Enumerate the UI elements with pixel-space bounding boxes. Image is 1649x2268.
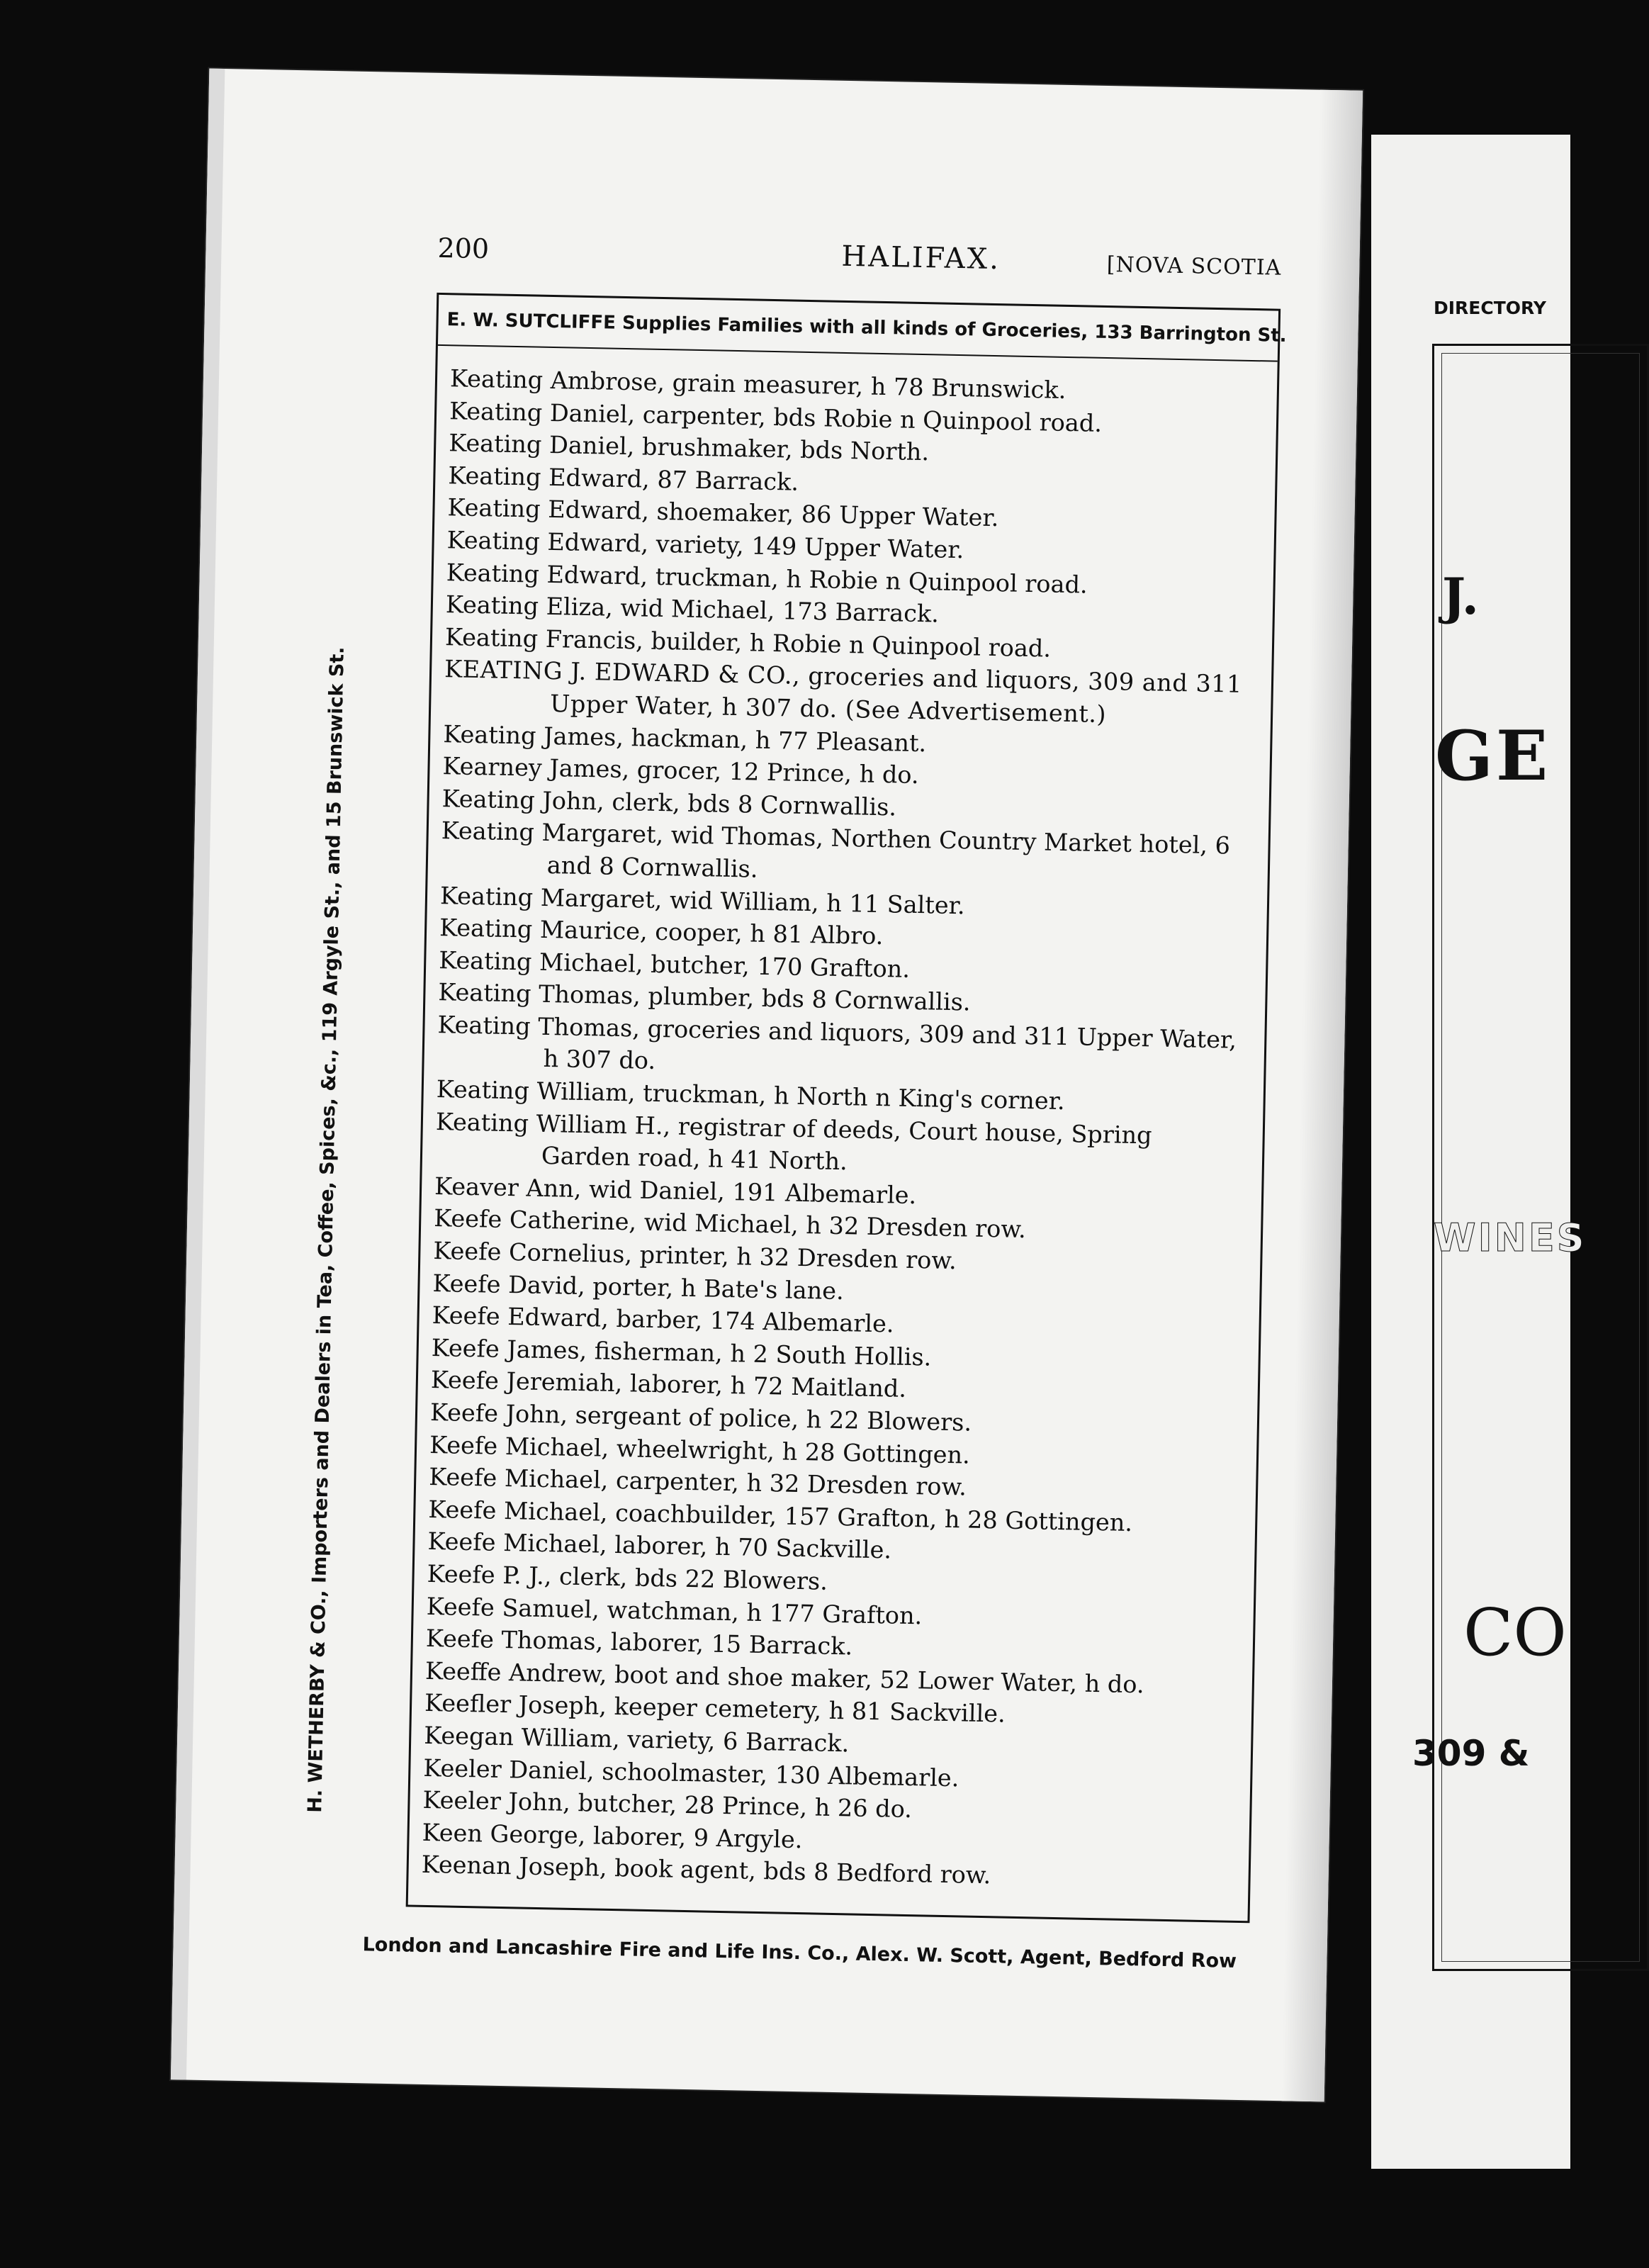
directory-entry: Keating Daniel, brushmaker, bds North.: [448, 429, 930, 466]
directory-entry: Keating Maurice, cooper, h 81 Albro.: [439, 914, 884, 950]
side-advert-banner: H. WETHERBY & CO., Importers and Dealers in Tea, Coffee, Spices, &c., 119 Argyle St., and 15 Brunswick St.: [304, 646, 349, 1813]
top-advert-banner: E. W. SUTCLIFFE Supplies Families with all kinds of Groceries, 133 Barrington St.: [438, 295, 1278, 362]
page-header: [437, 232, 1282, 298]
advert-line: 309 &: [1412, 1733, 1530, 1774]
directory-entry: Keefe John, sergeant of police, h 22 Blowers.: [429, 1398, 972, 1437]
directory-entry: Keating John, clerk, bds 8 Cornwallis.: [441, 784, 897, 821]
facing-advert-page: [1371, 135, 1587, 2169]
directory-entry: Keeler Daniel, schoolmaster, 130 Albemarle.: [423, 1753, 959, 1792]
directory-page: [171, 69, 1363, 2102]
directory-entry-featured: KEATING J. EDWARD & CO., groceries and liquors, 309 and 311 Upper Water, h 307 do. (See Advertisement.): [444, 655, 1243, 729]
directory-entry: Keefe Thomas, laborer, 15 Barrack.: [425, 1624, 853, 1661]
directory-entry: Keefe Samuel, watchman, h 177 Grafton.: [426, 1592, 923, 1629]
directory-entry: Keating Daniel, carpenter, bds Robie n Quinpool road.: [449, 396, 1103, 437]
directory-entry: Keeffe Andrew, boot and shoe maker, 52 Lower Water, h do.: [424, 1656, 1144, 1699]
directory-entry: Keefler Joseph, keeper cemetery, h 81 Sackville.: [424, 1689, 1006, 1728]
directory-entry: Keefe Edward, barber, 174 Albemarle.: [432, 1301, 894, 1338]
directory-entry: Keefe Jeremiah, laborer, h 72 Maitland.: [430, 1366, 907, 1403]
running-head: HALIFAX.: [841, 240, 1001, 276]
directory-entry: Keefe Cornelius, printer, h 32 Dresden row.: [433, 1237, 957, 1275]
directory-entry: Keefe David, porter, h Bate's lane.: [432, 1269, 845, 1305]
directory-entry: Keen George, laborer, 9 Argyle.: [422, 1818, 803, 1853]
page-number: 200: [437, 232, 490, 265]
directory-entry: Keating Edward, truckman, h Robie n Quinpool road.: [446, 558, 1088, 599]
directory-entry: Keenan Joseph, book agent, bds 8 Bedford row.: [421, 1851, 991, 1890]
directory-entry: Keating Margaret, wid Thomas, Northen Country Market hotel, 6 and 8 Cornwallis.: [441, 816, 1231, 883]
directory-entry: Keating Edward, shoemaker, 86 Upper Water.: [447, 493, 999, 532]
directory-entry: Keeler John, butcher, 28 Prince, h 26 do.: [422, 1785, 913, 1824]
directory-entry: Kearney James, grocer, 12 Prince, h do.: [442, 752, 919, 790]
directory-entry: Keating Thomas, plumber, bds 8 Cornwallis.: [438, 978, 971, 1016]
directory-entry: Keating Edward, variety, 149 Upper Water.: [446, 526, 964, 564]
directory-entry: Keefe Catherine, wid Michael, h 32 Dresden row.: [433, 1204, 1027, 1244]
advert-line: CO: [1463, 1595, 1567, 1671]
directory-entry: Keating Edward, 87 Barrack.: [448, 461, 799, 496]
facing-page-head: DIRECTORY: [1434, 298, 1547, 318]
directory-entry: Keating Margaret, wid William, h 11 Salter.: [439, 881, 965, 919]
directory-entry: Keegan William, variety, 6 Barrack.: [423, 1721, 850, 1758]
directory-entry: Keaver Ann, wid Daniel, 191 Albemarle.: [434, 1172, 917, 1209]
directory-entries: [421, 362, 1263, 1897]
directory-entry: Keefe James, fisherman, h 2 South Hollis.: [431, 1333, 932, 1371]
directory-entry: Keating Thomas, groceries and liquors, 309 and 311 Upper Water, h 307 do.: [437, 1010, 1237, 1075]
directory-entry: Keating Eliza, wid Michael, 173 Barrack.: [445, 590, 940, 628]
listing-frame: [406, 293, 1287, 1923]
directory-entry: Keefe P. J., clerk, bds 22 Blowers.: [427, 1559, 828, 1595]
directory-entry: Keating William, truckman, h North n King's corner.: [436, 1075, 1066, 1116]
directory-entry: Keefe Michael, laborer, h 70 Sackville.: [427, 1527, 892, 1564]
directory-entry: Keating Michael, butcher, 170 Grafton.: [438, 945, 911, 983]
bottom-advert-banner: London and Lancashire Fire and Life Ins. Co., Alex. W. Scott, Agent, Bedford Row: [362, 1933, 1237, 1972]
advert-line: J.: [1442, 567, 1480, 626]
advert-line: GE: [1435, 716, 1551, 796]
directory-entry: Keefe Michael, carpenter, h 32 Dresden row.: [428, 1463, 967, 1501]
page-edge-shadow: [1282, 90, 1363, 2102]
advert-line: WINES: [1434, 1216, 1587, 1260]
section-head: [NOVA SCOTIA: [1106, 252, 1282, 281]
directory-entry: Keefe Michael, coachbuilder, 157 Grafton, h 28 Gottingen.: [428, 1495, 1133, 1537]
directory-entry: Keating William H., registrar of deeds, Court house, Spring Garden road, h 41 North.: [435, 1107, 1152, 1176]
directory-entry: Keating Francis, builder, h Robie n Quinpool road.: [444, 622, 1052, 663]
directory-entry: Keating James, hackman, h 77 Pleasant.: [443, 719, 927, 757]
directory-entry: Keefe Michael, wheelwright, h 28 Gottingen.: [429, 1430, 971, 1469]
directory-entry: Keating Ambrose, grain measurer, h 78 Brunswick.: [449, 364, 1066, 404]
